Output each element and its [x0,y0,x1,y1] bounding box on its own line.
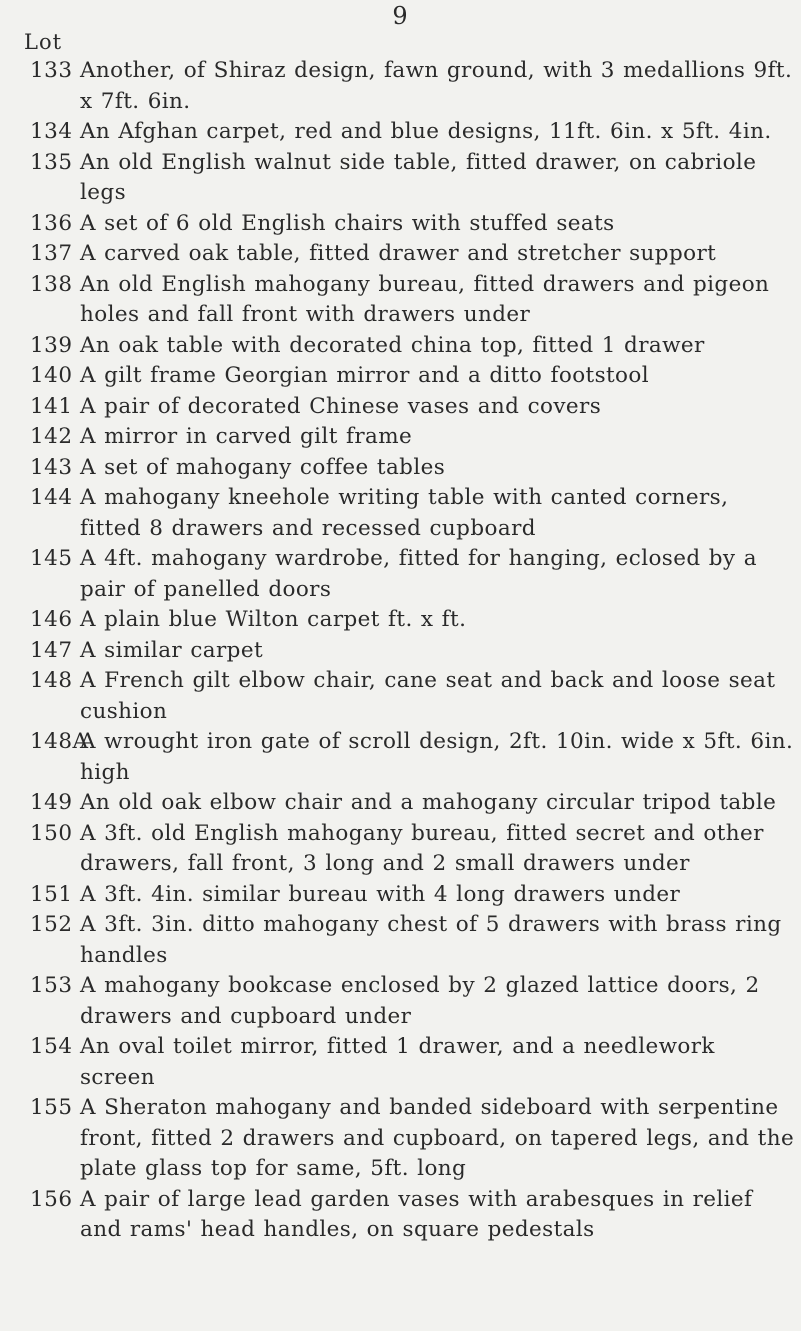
lot-number: 146 [30,607,73,632]
lot-entry [30,56,796,117]
lot-entry [30,270,796,331]
lot-description: An old English walnut side table, fitted drawer, on cabriole legs [80,149,757,205]
lot-number: 151 [30,881,73,907]
lot-number: 138 [30,271,73,297]
lot-description: An oak table with decorated china top, fitted 1 drawer [80,332,705,358]
lot-description: A French gilt elbow chair, cane seat and back and loose seat cushion [80,668,776,724]
lot-entry [30,880,796,911]
lot-entry [30,422,796,453]
lot-description: A Sheraton mahogany and banded sideboard with serpentine front, fitted 2 drawers and cupboard, on tapered legs, and the plate glass top for same, 5ft. long [80,1095,795,1181]
lot-description: A 4ft. mahogany wardrobe, fitted for hanging, eclosed by a pair of panelled doors [80,546,757,602]
lot-number: 153 [30,973,73,998]
lot-number: 133 [30,58,73,83]
lot-description: A pair of large lead garden vases with arabesques in relief and rams' head handles, on square pedestals [80,1186,753,1242]
lot-entry [30,666,796,727]
lot-number: 145 [30,546,73,571]
lot-number: 140 [30,363,73,388]
lot-description: A 3ft. old English mahogany bureau, fitted secret and other drawers, fall front, 3 long and 2 small drawers under [80,820,764,876]
lot-entry [30,361,796,392]
lot-description: A gilt frame Georgian mirror and a ditto footstool [80,363,650,388]
lot-entry [30,1093,796,1185]
lot-entry [30,1032,796,1093]
lot-number: 137 [30,241,73,266]
lot-description: A similar carpet [80,637,264,663]
lot-description: A 3ft. 3in. ditto mahogany chest of 5 drawers with brass ring handles [80,912,782,968]
lot-number: 144 [30,485,73,510]
lot-description: A 3ft. 4in. similar bureau with 4 long drawers under [80,881,681,907]
lot-entry [30,544,796,605]
lot-entry [30,605,796,636]
lot-number: 156 [30,1186,73,1212]
lot-number: 139 [30,332,73,358]
lot-description: A wrought iron gate of scroll design, 2ft. 10in. wide x 5ft. 6in. high [80,729,794,785]
lot-entry [30,453,796,484]
lot-entry [30,392,796,423]
lot-description: A mahogany bookcase enclosed by 2 glazed lattice doors, 2 drawers and cupboard under [80,973,760,1029]
lot-entry [30,483,796,544]
lot-number: 143 [30,454,73,480]
lot-description: A set of mahogany coffee tables [80,454,446,480]
lot-entry [30,819,796,880]
lot-number: 148A [30,729,89,754]
lot-entry [30,910,796,971]
lot-number: 155 [30,1095,73,1120]
lot-description: A mahogany kneehole writing table with canted corners, fitted 8 drawers and recessed cupboard [80,485,729,541]
lot-list [30,56,796,1246]
lot-entry [30,331,796,362]
lot-description: An old oak elbow chair and a mahogany circular tripod table [80,790,777,815]
lot-description: An Afghan carpet, red and blue designs, 11ft. 6in. x 5ft. 4in. [80,119,772,144]
lot-description: A mirror in carved gilt frame [80,424,413,449]
lot-entry [30,1185,796,1246]
lot-number: 147 [30,637,73,663]
lot-description: A pair of decorated Chinese vases and covers [80,393,602,419]
lot-entry [30,209,796,240]
lot-number: 148 [30,668,73,693]
lot-description: An old English mahogany bureau, fitted drawers and pigeon holes and fall front with drawers under [80,271,770,327]
lot-number: 136 [30,210,73,236]
lot-description: A carved oak table, fitted drawer and stretcher support [80,241,717,266]
lot-number: 149 [30,790,73,815]
lot-number: 135 [30,149,73,175]
lot-number: 141 [30,393,73,419]
lot-entry [30,148,796,209]
lot-entry [30,971,796,1032]
lot-column-header: Lot [24,30,63,54]
page-number: 9 [392,2,409,30]
lot-entry [30,117,796,148]
lot-number: 152 [30,912,73,937]
lot-entry [30,788,796,819]
lot-description: Another, of Shiraz design, fawn ground, with 3 medallions 9ft. x 7ft. 6in. [80,58,793,114]
lot-entry [30,239,796,270]
lot-number: 134 [30,119,73,144]
lot-description: An oval toilet mirror, fitted 1 drawer, and a needlework screen [80,1034,715,1090]
lot-number: 150 [30,820,73,846]
lot-entry [30,727,796,788]
lot-entry [30,636,796,667]
lot-number: 142 [30,424,73,449]
lot-description: A plain blue Wilton carpet ft. x ft. [80,607,467,632]
lot-number: 154 [30,1034,73,1059]
lot-description: A set of 6 old English chairs with stuffed seats [80,210,615,236]
